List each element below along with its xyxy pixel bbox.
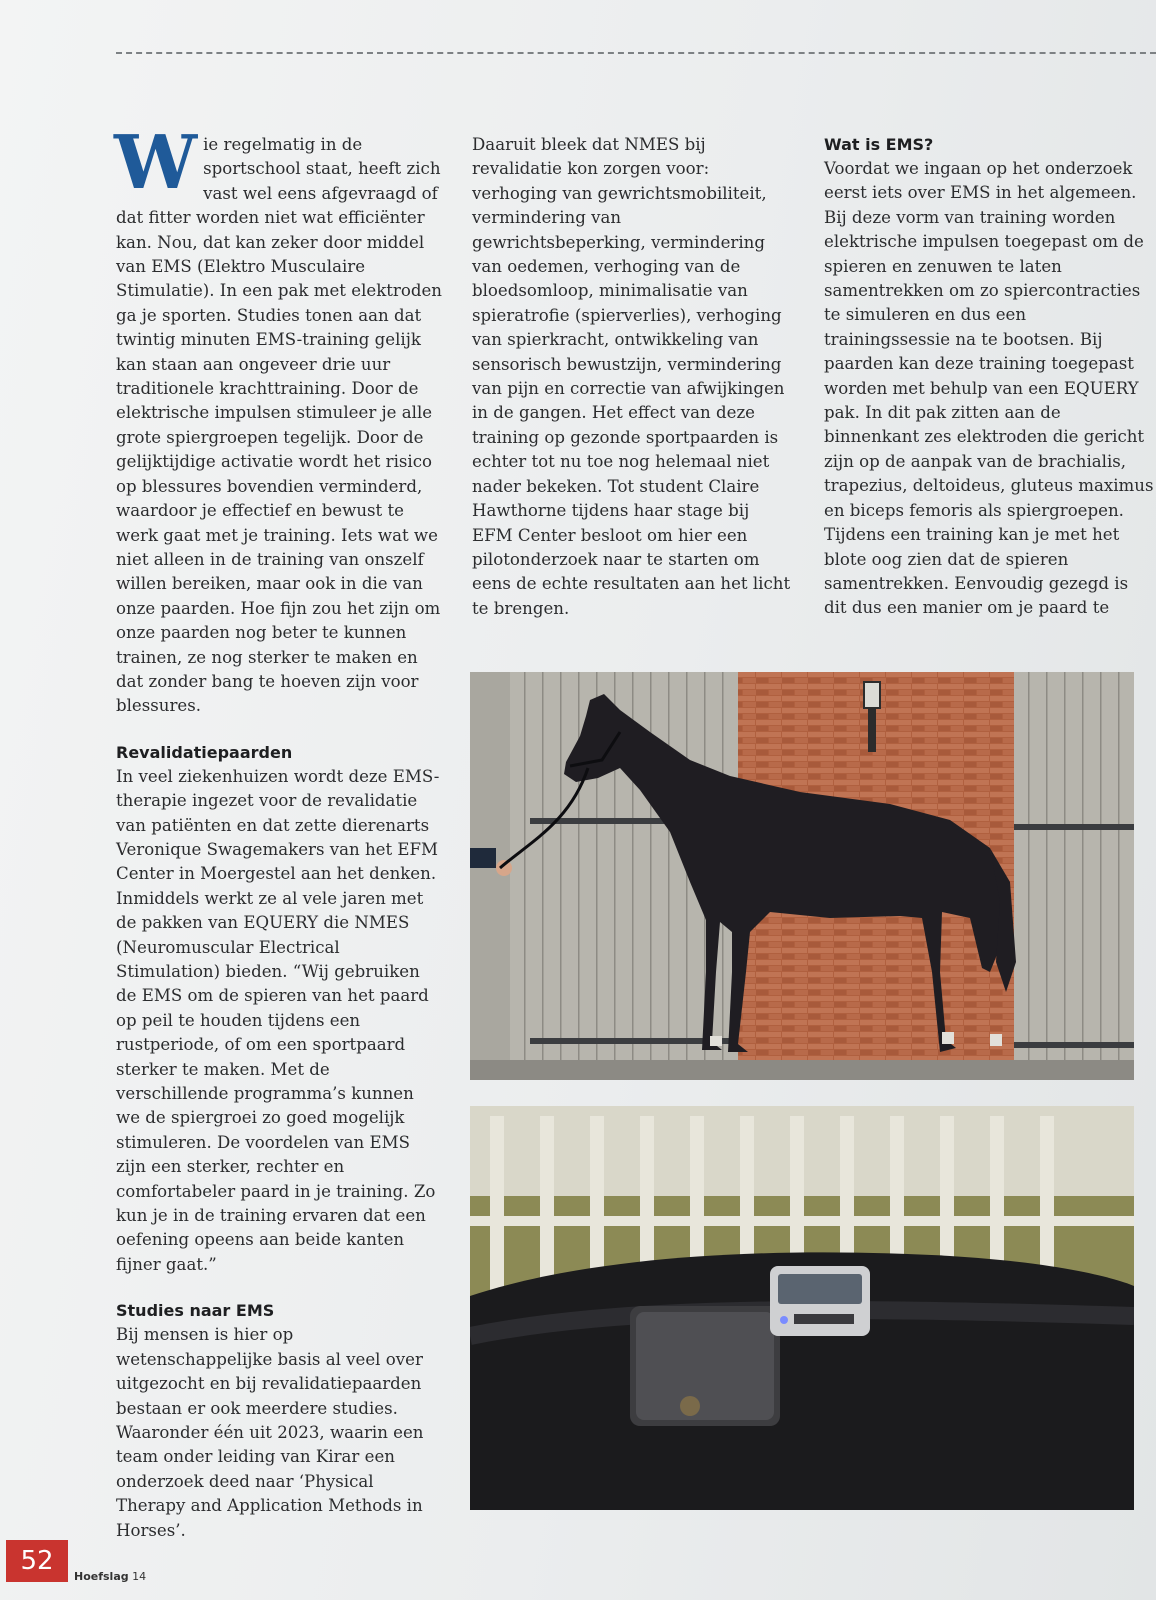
ems-device-photo <box>470 1106 1134 1510</box>
dashed-top-rule <box>116 52 1156 54</box>
heading-wat-is-ems: Wat is EMS? <box>824 135 934 154</box>
heading-revalidatiepaarden: Revalidatiepaarden <box>116 742 293 762</box>
nmes-results-paragraph: Daaruit bleek dat NMES bij revalidatie kon zorgen voor: verhoging van gewrichtsmobiliteit, vermindering van gewrichtsbeperking, vermindering van oedemen, verhoging van de bloedsomloop, minimalisatie van spieratrofie (spierverlies), verhoging van spierkracht, ontwikkeling van sensorisch bewustzijn, vermindering van pijn en correctie van afwijkingen in de gangen. Het effect van deze training op gezonde sportpaarden is echter tot nu toe nog helemaal niet nader bekeken. Tot student Claire Hawthorne tijdens haar stage bij EFM Center besloot om hier een pilotonderzoek naar te starten om eens de echte resultaten aan het licht te brengen. <box>472 135 791 618</box>
column-2 <box>472 133 792 621</box>
magazine-footer <box>74 1570 146 1583</box>
column-3 <box>824 133 1154 621</box>
horse-photo <box>470 672 1134 1080</box>
issue-number: 14 <box>132 1570 147 1583</box>
ems-explanation-paragraph: Voordat we ingaan op het onderzoek eerst iets over EMS in het algemeen. Bij deze vorm van training worden elektrische impulsen toegepast om de spieren en zenuwen te laten samentrekken om zo spiercontracties te simuleren en dus een trainingssessie na te bootsen. Bij paarden kan deze training toegepast worden met behulp van een EQUERY pak. In dit pak zitten aan de binnenkant zes elektroden die gericht zijn op de aanpak van de brachialis, trapezius, deltoideus, gluteus maximus en biceps femoris als spiergroepen. Tijdens een training kan je met het blote oog zien dat de spieren samentrekken. Eenvoudig gezegd is dit dus een manier om je paard te <box>824 159 1154 618</box>
heading-studies-naar-ems: Studies naar EMS <box>116 1301 275 1321</box>
ems-device-illustration <box>470 1106 1134 1510</box>
column-1 <box>114 120 442 1543</box>
intro-paragraph: ie regelmatig in de sportschool staat, heeft zich vast wel eens afgevraagd of dat fitter worden niet wat efficiënter kan. Nou, dat kan zeker door middel van EMS (Elektro Musculaire Stimulatie). In een pak met elektroden ga je sporten. Studies tonen aan dat twintig minuten EMS-training gelijk kan staan aan ongeveer drie uur traditionele krachttraining. Door de elektrische impulsen stimuleer je alle grote spiergroepen tegelijk. Door de gelijktijdige activatie wordt het risico op blessures bovendien verminderd, waardoor je effectief en bewust te werk gaat met je training. Iets wat we niet alleen in de training van onszelf willen bereiken, maar ook in die van onze paarden. Hoe fijn zou het zijn om onze paarden nog beter te kunnen trainen, ze nog sterker te maken en dat zonder bang te hoeven zijn voor blessures. <box>116 135 442 716</box>
horse-photo-illustration <box>470 672 1134 1080</box>
revalidatie-paragraph: In veel ziekenhuizen wordt deze EMS-therapie ingezet voor de revalidatie van patiënten en dat zette dierenarts Veronique Swagemakers van het EFM Center in Moergestel aan het denken. Inmiddels werkt ze al vele jaren met de pakken van EQUERY die NMES (Neuromuscular Electrical Stimulation) bieden. “Wij gebruiken de EMS om de spieren van het paard op peil te houden tijdens een rustperiode, of om een sportpaard sterker te maken. Met de verschillende programma’s kunnen we de spiergroei zo goed mogelijk stimuleren. De voordelen van EMS zijn een sterker, rechter en comfortabeler paard in je training. Zo kun je in de training ervaren dat een oefening opeens aan beide kanten fijner gaat.” <box>116 766 440 1274</box>
magazine-name: Hoefslag <box>74 1570 129 1583</box>
studies-paragraph: Bij mensen is hier op wetenschappelijke basis al veel over uitgezocht en bij revalidatiepaarden bestaan er ook meerdere studies. Waaronder één uit 2023, waarin een team onder leiding van Kirar een onderzoek deed naar ‘Physical Therapy and Application Methods in Horses’. <box>116 1325 424 1540</box>
drop-cap: W <box>114 120 198 206</box>
page-number: 52 <box>6 1540 68 1582</box>
